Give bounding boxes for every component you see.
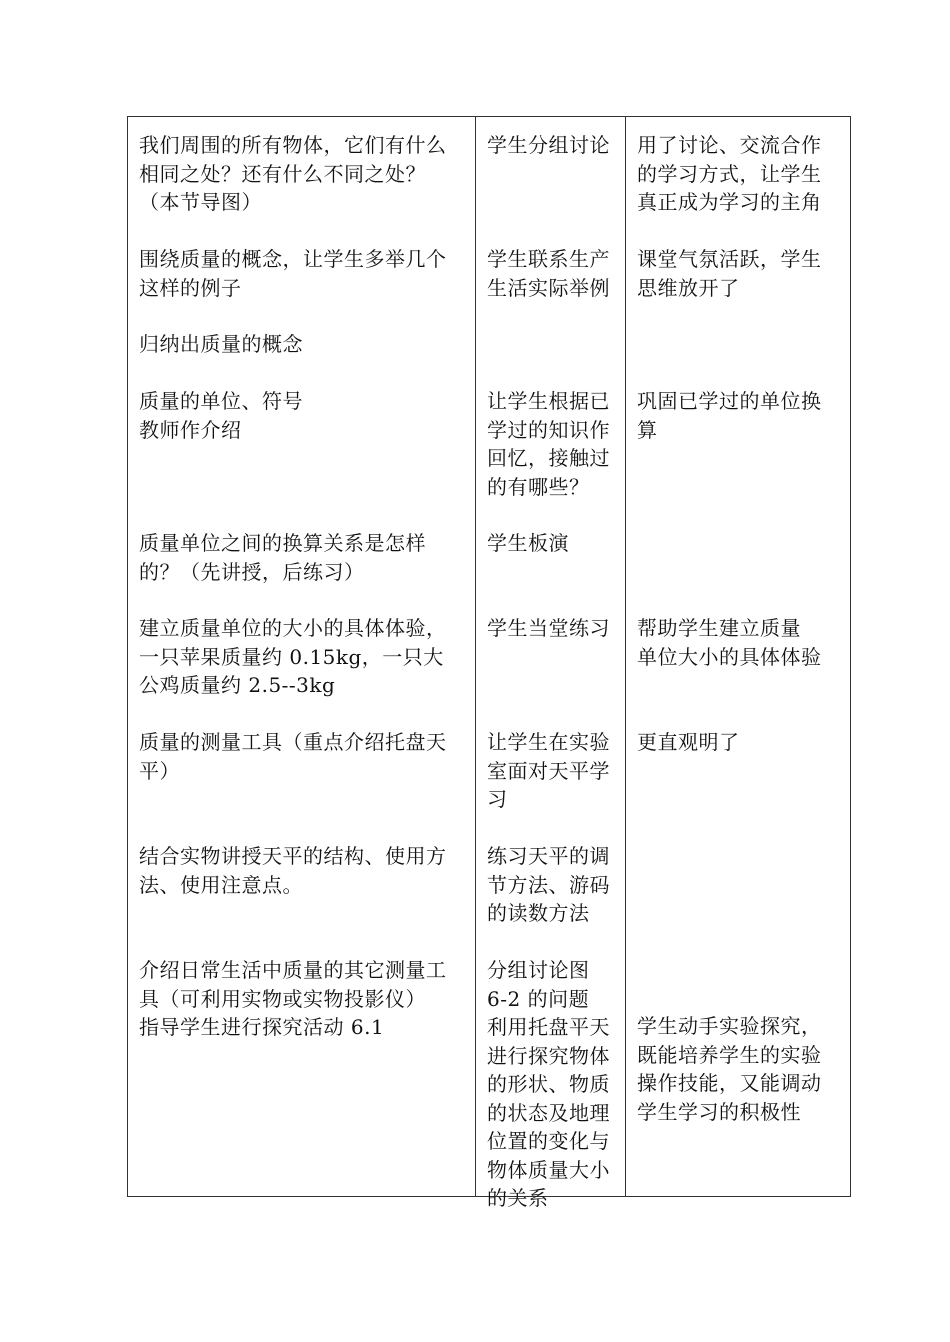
teacher-activity-cell: 围绕质量的概念，让学生多举几个 这样的例子 [139, 247, 447, 300]
student-activity-cell: 分组讨论图 6-2 的问题 利用托盘平天 进行探究物体 的形状、物质 的状态及地理 位置的变化与 物体质量大小 的关系 [487, 958, 610, 1210]
student-activity-cell: 学生当堂练习 [487, 616, 610, 640]
lesson-table [127, 116, 851, 1210]
student-activity-cell: 学生板演 [487, 531, 569, 555]
design-intent-cell: 巩固已学过的单位换 算 [637, 389, 822, 442]
teacher-activity-cell: 结合实物讲授天平的结构、使用方 法、使用注意点。 [139, 844, 447, 897]
student-activity-cell: 让学生根据已 学过的知识作 回忆，接触过 的有哪些？ [487, 389, 610, 499]
student-activity-cell: 练习天平的调 节方法、游码 的读数方法 [487, 844, 610, 925]
column-divider [475, 117, 476, 1196]
design-intent-cell: 学生动手实验探究， 既能培养学生的实验 操作技能，又能调动 学生学习的积极性 [637, 1014, 822, 1124]
teacher-activity-cell: 归纳出质量的概念 [139, 332, 303, 356]
column-divider [625, 117, 626, 1196]
student-activity-cell: 学生联系生产 生活实际举例 [487, 247, 610, 300]
design-intent-cell: 更直观明了 [637, 730, 740, 754]
teacher-activity-cell: 质量的测量工具（重点介绍托盘天 平） [139, 730, 447, 783]
design-intent-cell: 用了讨论、交流合作 的学习方式，让学生 真正成为学习的主角 [637, 133, 822, 214]
design-intent-cell: 帮助学生建立质量 单位大小的具体体验 [637, 616, 822, 669]
teacher-activity-cell: 建立质量单位的大小的具体体验， 一只苹果质量约 0.15kg，一只大 公鸡质量约 2.5--3kg [139, 616, 447, 697]
teacher-activity-cell: 质量单位之间的换算关系是怎样 的？（先讲授，后练习） [139, 531, 426, 584]
teacher-activity-cell: 质量的单位、符号 教师作介绍 [139, 389, 303, 442]
teacher-activity-cell: 我们周围的所有物体，它们有什么 相同之处？还有什么不同之处？ （本节导图） [139, 133, 447, 214]
student-activity-cell: 让学生在实验 室面对天平学 习 [487, 730, 610, 811]
student-activity-cell: 学生分组讨论 [487, 133, 610, 157]
teacher-activity-cell: 介绍日常生活中质量的其它测量工 具（可利用实物或实物投影仪） 指导学生进行探究活动 6.1 [139, 958, 447, 1039]
design-intent-cell: 课堂气氛活跃，学生 思维放开了 [637, 247, 822, 300]
